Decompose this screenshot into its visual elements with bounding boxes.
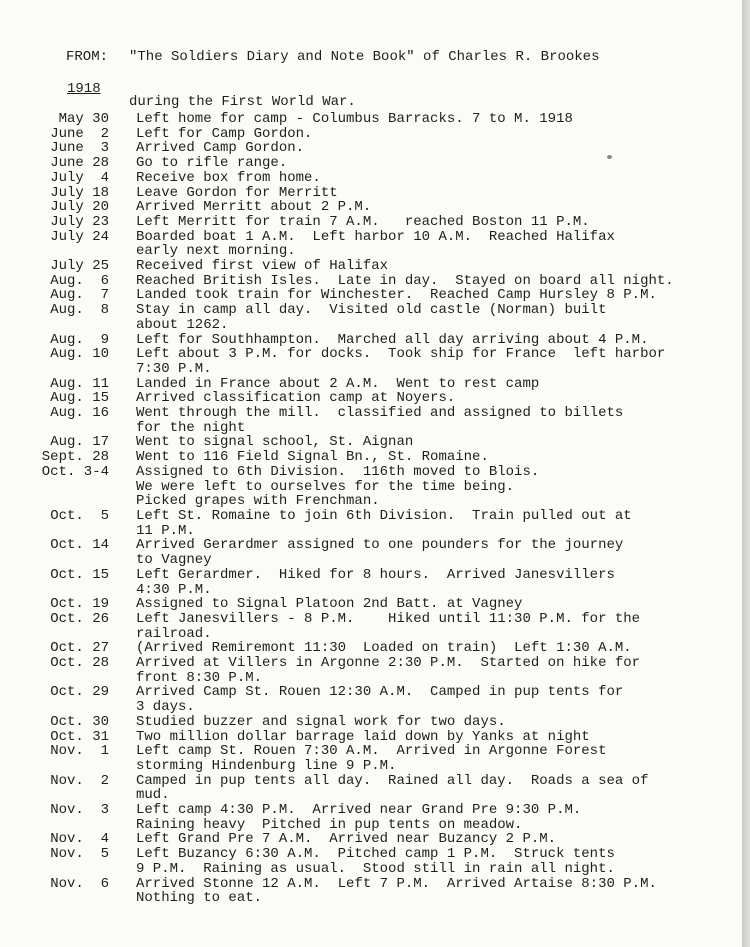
entry-line: Arrived Gerardmer assigned to one pounders for the journey xyxy=(136,537,624,554)
entry-text xyxy=(136,171,321,186)
entry-date: Nov. 6 xyxy=(50,875,109,892)
entry-line: Left camp St. Rouen 7:30 A.M. Arrived in Argonne Forest xyxy=(136,743,607,760)
diary-entry xyxy=(0,538,674,567)
entry-line: Went through the mill. classified and assigned to billets xyxy=(136,405,624,422)
diary-entry xyxy=(0,215,674,230)
entry-line: about 1262. xyxy=(136,316,229,333)
entry-text xyxy=(136,803,581,832)
entry-text xyxy=(136,538,623,567)
entry-date: Nov. 4 xyxy=(50,831,109,848)
entry-text xyxy=(136,744,606,773)
entry-line: Landed took train for Winchester. Reached Camp Hursley 8 P.M. xyxy=(136,287,657,304)
entry-line: Arrived Camp Gordon. xyxy=(136,140,305,157)
entry-date: June 28 xyxy=(50,155,109,172)
entry-text xyxy=(136,186,338,201)
diary-entry xyxy=(0,509,674,538)
entry-line: Left Gerardmer. Hiked for 8 hours. Arrived Janesvillers xyxy=(136,566,615,583)
entry-text xyxy=(136,730,590,745)
entry-date: May 30 xyxy=(58,111,109,127)
entry-line: Left for Camp Gordon. xyxy=(136,125,313,142)
entry-text xyxy=(136,641,632,656)
diary-entry xyxy=(0,274,674,289)
entry-text xyxy=(136,685,623,714)
entry-date: Oct. 5 xyxy=(50,507,109,524)
entry-line: 4:30 P.M. xyxy=(136,581,212,598)
entry-date: Oct. 28 xyxy=(50,655,109,672)
entry-line: Picked grapes with Frenchman. xyxy=(136,493,380,510)
entry-text xyxy=(136,656,640,685)
entry-line: Assigned to Signal Platoon 2nd Batt. at Vagney xyxy=(136,596,523,613)
entry-text xyxy=(136,377,539,392)
entry-text xyxy=(136,715,506,730)
diary-entry xyxy=(0,303,674,332)
diary-entry xyxy=(0,200,674,215)
entry-line: Arrived Camp St. Rouen 12:30 A.M. Camped in pup tents for xyxy=(136,684,624,701)
entry-date: Oct. 29 xyxy=(50,684,109,701)
diary-entry xyxy=(0,803,674,832)
entry-line: Nothing to eat. xyxy=(136,890,263,907)
entry-line: railroad. xyxy=(136,625,212,642)
header-title-line-2: during the First World War. xyxy=(129,93,356,110)
entry-text xyxy=(136,127,312,142)
entry-line: Raining heavy Pitched in pup tents on meadow. xyxy=(136,816,523,833)
entry-line: (Arrived Remiremont 11:30 Loaded on train) Left 1:30 A.M. xyxy=(136,640,632,657)
diary-entry xyxy=(0,377,674,392)
entry-date: June 3 xyxy=(50,140,109,157)
entry-date: Oct. 19 xyxy=(50,596,109,613)
entry-date: Aug. 6 xyxy=(50,272,109,289)
entry-date: Aug. 11 xyxy=(50,375,109,392)
entry-date: Aug. 16 xyxy=(50,405,109,422)
header-title-line-1: "The Soldiers Diary and Note Book" of Charles R. Brookes xyxy=(129,49,600,66)
entry-date: Oct. 30 xyxy=(50,713,109,730)
entry-line: Left St. Romaine to join 6th Division. Train pulled out at xyxy=(136,507,632,524)
diary-entry xyxy=(0,347,674,376)
entry-date: June 2 xyxy=(50,125,109,142)
entry-line: Left Grand Pre 7 A.M. Arrived near Buzancy 2 P.M. xyxy=(136,831,557,848)
entry-line: Boarded boat 1 A.M. Left harbor 10 A.M. Reached Halifax xyxy=(136,228,615,245)
diary-entry xyxy=(0,288,674,303)
diary-entry xyxy=(0,141,674,156)
entry-line: Landed in France about 2 A.M. Went to rest camp xyxy=(136,375,540,392)
entry-line: Left about 3 P.M. for docks. Took ship for France left harbor xyxy=(136,346,666,363)
entry-date: Oct. 31 xyxy=(50,728,109,745)
entry-line: to Vagney xyxy=(136,552,212,569)
entry-text xyxy=(136,568,615,597)
entry-text xyxy=(136,597,522,612)
diary-entry xyxy=(0,391,674,406)
entry-date: Nov. 1 xyxy=(50,743,109,760)
entry-date: July 20 xyxy=(50,199,109,216)
entry-date: Aug. 7 xyxy=(50,287,109,304)
year-heading: 1918 xyxy=(67,81,101,97)
diary-entry xyxy=(0,744,674,773)
diary-entry xyxy=(0,406,674,435)
from-label: FROM: xyxy=(66,49,109,66)
entry-line: early next morning. xyxy=(136,243,296,260)
entry-line: Stay in camp all day. Visited old castle (Norman) built xyxy=(136,302,607,319)
entry-line: Left camp 4:30 P.M. Arrived near Grand Pre 9:30 P.M. xyxy=(136,802,582,819)
entry-date: Oct. 26 xyxy=(50,610,109,627)
entry-date: Sept. 28 xyxy=(41,449,109,466)
entry-text xyxy=(136,215,590,230)
entry-date: Aug. 17 xyxy=(50,434,109,451)
entry-line: Leave Gordon for Merritt xyxy=(136,184,338,201)
diary-entry xyxy=(0,641,674,656)
entry-line: Assigned to 6th Division. 116th moved to Blois. xyxy=(136,463,540,480)
entry-date: July 25 xyxy=(50,258,109,275)
page-edge xyxy=(742,0,750,947)
entry-line: Arrived classification camp at Noyers. xyxy=(136,390,456,407)
entry-line: Receive box from home. xyxy=(136,169,321,186)
diary-entry xyxy=(0,597,674,612)
entry-line: for the night xyxy=(136,419,246,436)
entry-text xyxy=(136,333,648,348)
entry-text xyxy=(136,877,657,906)
diary-entry xyxy=(0,612,674,641)
diary-entry xyxy=(0,112,674,127)
entry-text xyxy=(136,450,489,465)
diary-entry xyxy=(0,171,674,186)
entry-text xyxy=(136,141,304,156)
entry-text xyxy=(136,832,556,847)
entry-text xyxy=(136,435,413,450)
diary-entry xyxy=(0,847,674,876)
entry-line: Reached British Isles. Late in day. Stayed on board all night. xyxy=(136,272,674,289)
entry-line: Arrived Stonne 12 A.M. Left 7 P.M. Arrived Artaise 8:30 P.M. xyxy=(136,875,657,892)
entry-line: Arrived Merritt about 2 P.M. xyxy=(136,199,372,216)
entry-text xyxy=(136,274,674,289)
diary-entry xyxy=(0,156,674,171)
entry-line: Left Merritt for train 7 A.M. reached Boston 11 P.M. xyxy=(136,213,590,230)
entry-date: July 23 xyxy=(50,213,109,230)
entry-date: Nov. 3 xyxy=(50,802,109,819)
entry-line: Go to rifle range. xyxy=(136,155,288,172)
entry-line: Left Janesvillers - 8 P.M. Hiked until 11:30 P.M. for the xyxy=(136,610,641,627)
diary-entry xyxy=(0,259,674,274)
diary-entry xyxy=(0,333,674,348)
entry-line: mud. xyxy=(136,787,170,804)
entry-date: July 24 xyxy=(50,228,109,245)
entry-date: Nov. 2 xyxy=(50,772,109,789)
diary-entry xyxy=(0,730,674,745)
entry-line: Arrived at Villers in Argonne 2:30 P.M. Started on hike for xyxy=(136,655,641,672)
entry-text xyxy=(136,288,657,303)
entry-date: Aug. 8 xyxy=(50,302,109,319)
entry-date: Oct. 15 xyxy=(50,566,109,583)
entry-line: Camped in pup tents all day. Rained all day. Roads a sea of xyxy=(136,772,649,789)
entry-line: Two million dollar barrage laid down by Yanks at night xyxy=(136,728,590,745)
entry-line: front 8:30 P.M. xyxy=(136,669,263,686)
diary-entry xyxy=(0,774,674,803)
diary-entry xyxy=(0,877,674,906)
entry-text xyxy=(136,200,371,215)
diary-entries xyxy=(0,112,674,906)
entry-line: Went to signal school, St. Aignan xyxy=(136,434,414,451)
entry-date: Aug. 9 xyxy=(50,331,109,348)
entry-date: Nov. 5 xyxy=(50,846,109,863)
entry-date: Oct. 27 xyxy=(50,640,109,657)
entry-text xyxy=(136,156,287,171)
diary-entry xyxy=(0,715,674,730)
entry-text xyxy=(136,612,640,641)
entry-line: 3 days. xyxy=(136,699,195,716)
entry-text xyxy=(136,847,615,876)
entry-line: 11 P.M. xyxy=(136,522,195,539)
entry-line: Studied buzzer and signal work for two days. xyxy=(136,713,506,730)
diary-entry xyxy=(0,685,674,714)
entry-date: July 18 xyxy=(50,184,109,201)
entry-line: We were left to ourselves for the time being. xyxy=(136,478,515,495)
entry-date: Oct. 3-4 xyxy=(41,463,109,480)
entry-text xyxy=(136,509,632,538)
entry-text xyxy=(136,406,623,435)
entry-text xyxy=(136,391,455,406)
diary-entry xyxy=(0,186,674,201)
entry-date: Aug. 15 xyxy=(50,390,109,407)
diary-entry xyxy=(0,832,674,847)
diary-entry xyxy=(0,127,674,142)
entry-line: Went to 116 Field Signal Bn., St. Romaine. xyxy=(136,449,489,466)
entry-text xyxy=(136,230,615,259)
entry-line: 7:30 P.M. xyxy=(136,360,212,377)
entry-text xyxy=(136,303,606,332)
diary-entry xyxy=(0,568,674,597)
diary-entry xyxy=(0,435,674,450)
diary-entry xyxy=(0,656,674,685)
entry-line: Left for Southhampton. Marched all day arriving about 4 P.M. xyxy=(136,331,649,348)
entry-line: Left home for camp - Columbus Barracks. 7 to M. 1918 xyxy=(136,111,573,127)
entry-text xyxy=(136,259,388,274)
diary-entry xyxy=(0,230,674,259)
entry-date: July 4 xyxy=(50,169,109,186)
entry-text xyxy=(136,465,539,509)
diary-entry xyxy=(0,465,674,509)
entry-date: Oct. 14 xyxy=(50,537,109,554)
diary-entry xyxy=(0,450,674,465)
entry-text xyxy=(136,774,648,803)
entry-line: storming Hindenburg line 9 P.M. xyxy=(136,757,397,774)
paper-speck xyxy=(607,155,612,159)
entry-text xyxy=(136,112,573,127)
entry-date: Aug. 10 xyxy=(50,346,109,363)
entry-text xyxy=(136,347,665,376)
entry-line: Left Buzancy 6:30 A.M. Pitched camp 1 P.M. Struck tents xyxy=(136,846,615,863)
entry-line: Received first view of Halifax xyxy=(136,258,389,275)
entry-line: 9 P.M. Raining as usual. Stood still in rain all night. xyxy=(136,860,615,877)
